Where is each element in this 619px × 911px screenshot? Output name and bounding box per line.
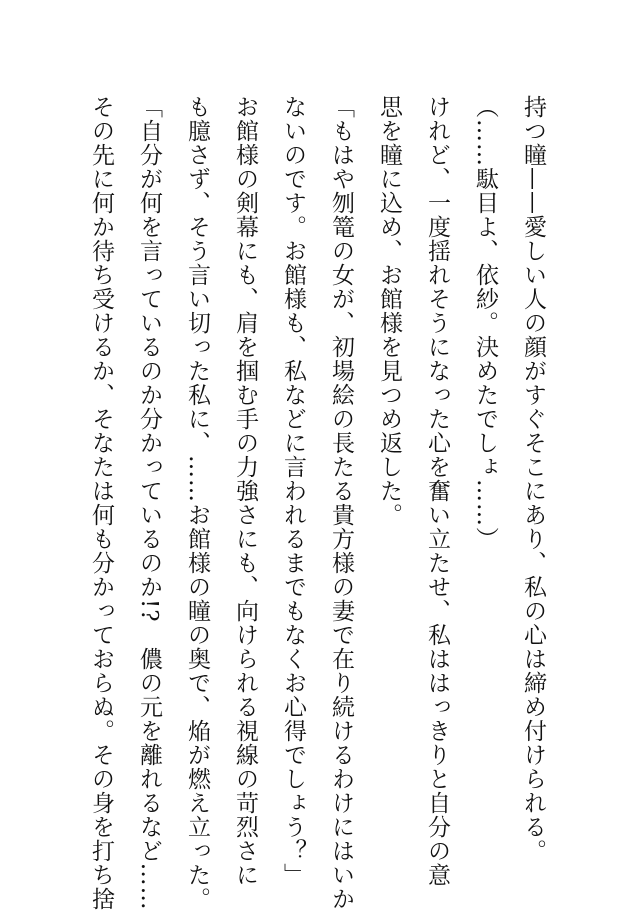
text-line-4: 思を瞳に込め、お館様を見つめ返した。 (376, 95, 402, 527)
text-line-10: その先に何か待ち受けるか、そなたは何も分かっておらぬ。その身を打ち捨 (88, 95, 114, 911)
text-line-3: けれど、一度揺れそうになった心を奮い立たせ、私ははっきりと自分の意 (424, 95, 450, 887)
text-line-1: 持つ瞳——愛しい人の顔がすぐそこにあり、私の心は締め付けられる。 (520, 95, 546, 863)
text-line-9: 「自分が何を言っているのか分かっているのか!? 儂の元を離れるなど…… (136, 95, 162, 911)
text-line-8: も臆さず、そう言い切った私に、……お館様の瞳の奥で、焔が燃え立った。 (184, 95, 210, 911)
text-line-6: ないのです。お館様も、私などに言われるまでもなくお心得でしょう？」 (280, 95, 306, 887)
text-line-7: お館様の剣幕にも、肩を掴む手の力強さにも、向けられる視線の苛烈さに (232, 95, 258, 887)
text-line-5: 「もはや刎篭の女が、初場絵の長たる貴方様の妻で在り続けるわけにはいか (328, 95, 354, 911)
vertical-text-body (57, 95, 557, 911)
text-line-2: （……駄目よ、依紗。決めたでしょ……） (472, 95, 498, 551)
